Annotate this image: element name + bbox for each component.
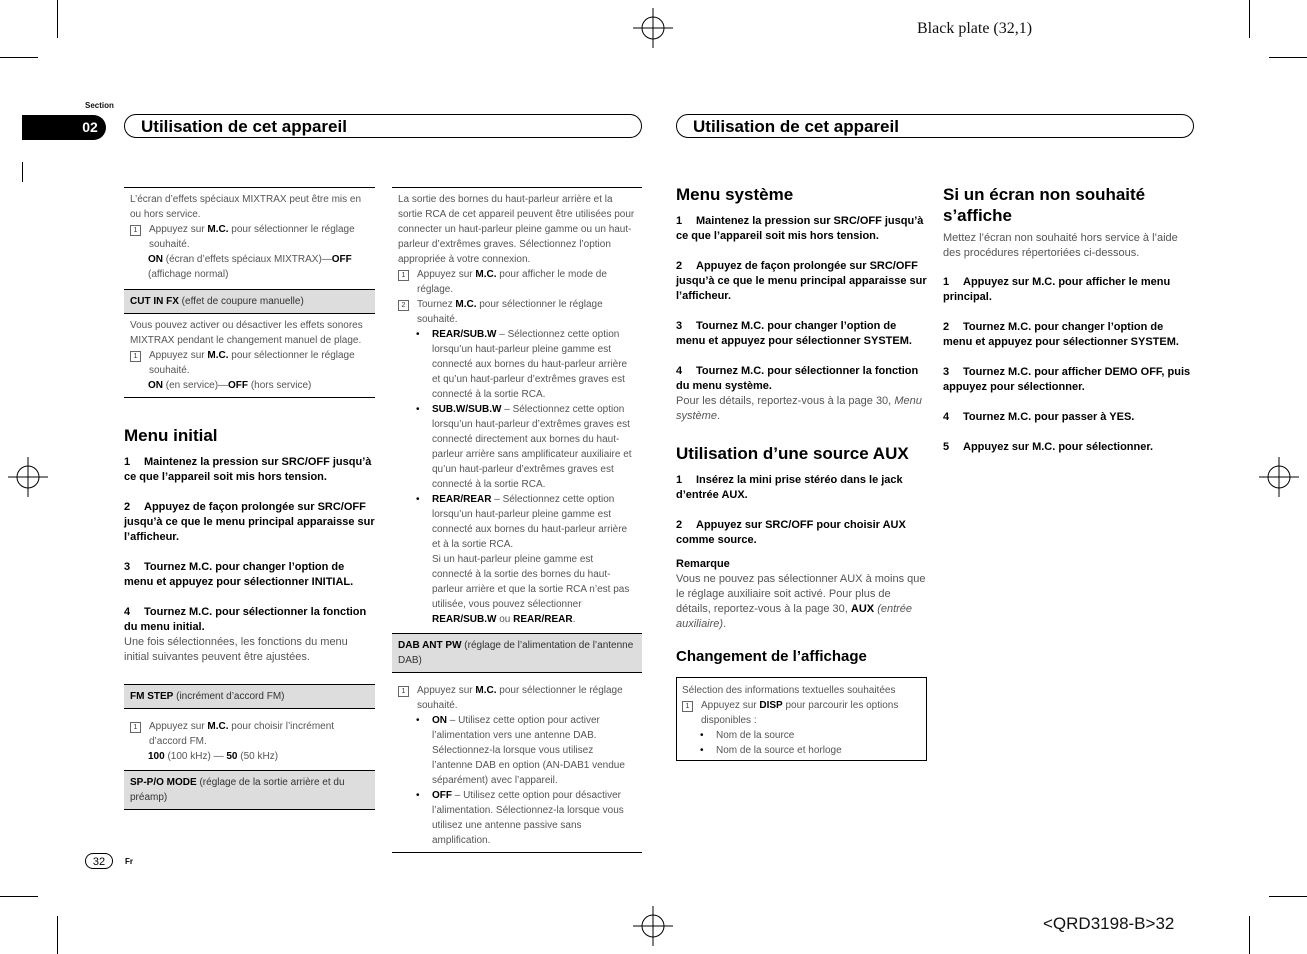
display-option xyxy=(700,743,921,758)
step-number: 3 xyxy=(943,366,950,378)
menu-systeme-step xyxy=(676,214,927,244)
step-number-icon: 1 xyxy=(398,270,409,281)
step-text: Appuyez sur SRC/OFF pour choisir AUX comme source. xyxy=(676,519,906,546)
menu-initial-step xyxy=(124,560,375,590)
key-label: M.C. xyxy=(475,269,497,280)
remark-body: Vous ne pouvez pas sélectionner AUX à moins que le réglage auxiliaire soit activé. Pour plus de détails, reportez-vous à la page 30, AUX (entrée auxiliaire). xyxy=(676,573,926,630)
setting-title: DAB ANT PW xyxy=(398,640,462,651)
section-number-badge xyxy=(22,115,106,140)
step-text: Appuyez sur M.C. pour afficher le menu principal. xyxy=(943,276,1171,303)
display-step xyxy=(682,698,921,728)
fmstep-cell xyxy=(124,709,375,770)
ecran-step xyxy=(943,440,1195,455)
remark-text: Vous ne pouvez pas sélectionner AUX à moins que le réglage auxiliaire soit activé. Pour plus de détails, reportez-vous à la page 30, xyxy=(676,573,926,615)
step-text: Tournez xyxy=(417,299,453,310)
step-number: 4 xyxy=(676,365,683,377)
option-key: SUB.W/SUB.W xyxy=(432,404,502,415)
option-text: Nom de la source et horloge xyxy=(716,745,842,756)
mixtrax-table xyxy=(124,187,375,398)
cutin-body: Vous pouvez activer ou désactiver les effets sonores MIXTRAX pendant le changement manuel de plage. xyxy=(130,320,363,346)
setting-desc: (incrément d’accord FM) xyxy=(176,691,285,702)
option-key: REAR/REAR xyxy=(432,494,492,505)
menu-initial-step xyxy=(124,455,375,485)
option-text: – Utilisez cette option pour activer l’alimentation vers une antenne DAB. Sélectionnez-la lorsque vous utilisez l’antenne DAB en option (AN-DAB1 vendue séparément) avec l’appareil. xyxy=(432,715,625,786)
step-text: pour choisir l’incrément d’accord FM. xyxy=(149,721,335,747)
step-text: Tournez M.C. pour passer à YES. xyxy=(963,411,1135,423)
fmstep-values xyxy=(148,749,369,764)
menu-systeme-step xyxy=(676,364,927,394)
column-3 xyxy=(676,184,927,667)
step-text: Tournez M.C. pour changer l’option de menu et appuyez pour sélectionner SYSTEM. xyxy=(943,321,1179,348)
step-text: pour sélectionner le réglage souhaité. xyxy=(417,685,623,711)
column-1 xyxy=(124,187,375,810)
aux-title: Utilisation d’une source AUX xyxy=(676,444,909,463)
cutin-step xyxy=(130,348,369,378)
spp-option xyxy=(416,402,636,492)
step-text: pour sélectionner le réglage souhaité. xyxy=(417,299,603,325)
mixtrax-cell xyxy=(124,188,375,286)
step-text: Tournez M.C. pour changer l’option de menu et appuyez pour sélectionner INITIAL. xyxy=(124,561,354,588)
setting-title: FM STEP xyxy=(130,691,174,702)
step-text: Appuyez sur xyxy=(701,700,757,711)
key-label: DISP xyxy=(759,700,783,711)
section-banner-left: Utilisation de cet appareil xyxy=(124,114,642,138)
key-label: M.C. xyxy=(455,299,477,310)
cutin-cell xyxy=(124,314,375,398)
step-number: 1 xyxy=(676,215,683,227)
menu-systeme-note: Pour les détails, reportez-vous à la page 30, Menu système. xyxy=(676,395,922,422)
setting-desc: (effet de coupure manuelle) xyxy=(181,296,304,307)
step-text: Appuyez sur xyxy=(417,685,473,696)
column-2 xyxy=(392,187,642,853)
spp-option: • REAR/REAR – Sélectionnez cette option lorsqu’un haut-parleur pleine gamme est connecté aux bornes du haut-parleur arrière et à la sortie RCA. Si un haut-parleur pleine gamme est connecté à la sortie des bornes du haut-parleur arrière et que la sortie RCA n’est pas utilisée, vous pouvez sélectionner REAR/SUB.W ou REAR/REAR. xyxy=(416,494,630,625)
step-text: Appuyez sur xyxy=(149,224,205,235)
step-number-icon: 2 xyxy=(398,300,409,311)
step-text: Tournez M.C. pour afficher DEMO OFF, puis appuyez pour sélectionner. xyxy=(943,366,1191,393)
step-text: Appuyez sur xyxy=(417,269,473,280)
step-text: pour sélectionner le réglage souhaité. xyxy=(149,350,355,376)
step-text: Tournez M.C. pour sélectionner la fonction du menu système. xyxy=(676,365,919,392)
step-text: Tournez M.C. pour sélectionner la fonction du menu initial. xyxy=(124,606,367,633)
fmstep-step xyxy=(130,719,369,749)
bullet-icon: • xyxy=(700,745,704,756)
note-text: Pour les détails, reportez-vous à la page 30, xyxy=(676,395,892,407)
option-key: REAR/SUB.W xyxy=(432,329,497,340)
value-desc: (écran d’effets spéciaux MIXTRAX)— xyxy=(165,254,332,265)
cutin-values xyxy=(148,378,369,393)
dab-option xyxy=(416,788,636,848)
bullet-icon: • xyxy=(416,494,420,505)
crop-mark xyxy=(57,916,58,954)
column-4 xyxy=(943,184,1195,455)
page-number: 32 xyxy=(85,853,113,869)
key-label: AUX xyxy=(850,603,875,615)
step-number: 5 xyxy=(943,441,950,453)
step-text: pour parcourir les options disponibles : xyxy=(701,700,899,726)
value-desc: (100 kHz) — xyxy=(167,751,224,762)
bullet-icon: • xyxy=(700,730,704,741)
crop-mark xyxy=(57,0,58,38)
menu-initial-step xyxy=(124,500,375,545)
cutin-heading xyxy=(124,289,375,314)
crop-mark xyxy=(22,162,23,182)
crop-mark xyxy=(1269,57,1307,58)
spp-cell xyxy=(392,188,642,631)
value-off: OFF xyxy=(331,254,352,265)
bullet-icon: • xyxy=(416,715,420,726)
value-desc: (50 kHz) xyxy=(240,751,279,762)
option-note: ou xyxy=(499,614,511,625)
dab-heading xyxy=(392,633,642,673)
bullet-icon: • xyxy=(416,790,420,801)
step-number: 2 xyxy=(676,260,683,272)
section-label: Section xyxy=(85,101,114,110)
setting-title: CUT IN FX xyxy=(130,296,179,307)
key-label: M.C. xyxy=(207,721,229,732)
dab-option xyxy=(416,713,636,788)
step-number: 2 xyxy=(676,519,683,531)
spp-step-2 xyxy=(398,297,636,327)
step-text: Tournez M.C. pour changer l’option de menu et appuyez pour sélectionner SYSTEM. xyxy=(676,320,912,347)
step-number: 2 xyxy=(943,321,950,333)
option-text: – Sélectionnez cette option lorsqu’un haut-parleur d’extrêmes graves est connecté directement aux bornes du haut-parleur arrière sans amplificateur auxiliaire et qu’un haut-parleur d’extrêmes graves est connecté à la sortie RCA. xyxy=(432,404,632,490)
registration-mark-icon xyxy=(1259,457,1299,497)
menu-initial-body: Une fois sélectionnées, les fonctions du menu initial suivantes peuvent être ajustées. xyxy=(124,636,348,663)
step-number-icon: 1 xyxy=(682,701,693,712)
spp-table xyxy=(392,187,642,853)
step-number: 1 xyxy=(943,276,950,288)
step-number: 1 xyxy=(124,456,131,468)
key-label: M.C. xyxy=(475,685,497,696)
spp-option xyxy=(416,327,636,402)
step-text: pour sélectionner le réglage souhaité. xyxy=(149,224,355,250)
dab-step xyxy=(398,683,636,713)
option-key: ON xyxy=(432,715,447,726)
step-number: 2 xyxy=(124,501,131,513)
aux-step xyxy=(676,473,927,503)
step-number-icon: 1 xyxy=(130,722,141,733)
setting-title: SP-P/O MODE xyxy=(130,777,197,788)
ecran-step xyxy=(943,410,1195,425)
ecran-step xyxy=(943,320,1195,350)
value-desc: (hors service) xyxy=(250,380,312,391)
display-info-box xyxy=(676,677,927,761)
option-key: REAR/REAR xyxy=(513,614,573,625)
menu-initial-title: Menu initial xyxy=(124,426,218,445)
setting-desc: (réglage de la sortie arrière et du préamp) xyxy=(130,777,345,803)
step-number: 4 xyxy=(943,411,950,423)
display-option xyxy=(700,728,921,743)
fmstep-heading xyxy=(124,684,375,709)
step-text: Appuyez sur M.C. pour sélectionner. xyxy=(963,441,1154,453)
menu-systeme-step xyxy=(676,319,927,349)
step-text: Appuyez de façon prolongée sur SRC/OFF jusqu’à ce que le menu principal apparaisse sur l’afficheur. xyxy=(676,260,927,302)
value-desc: (en service)— xyxy=(165,380,229,391)
step-text: pour afficher le mode de réglage. xyxy=(417,269,607,295)
value-on: ON xyxy=(148,254,163,265)
step-number: 3 xyxy=(676,320,683,332)
menu-initial-step xyxy=(124,605,375,635)
ecran-step xyxy=(943,365,1195,395)
option-text: – Sélectionnez cette option lorsqu’un haut-parleur pleine gamme est connecté aux bornes du haut-parleur arrière et qu’un haut-parleur d’extrêmes graves est connecté à la sortie RCA. xyxy=(432,329,628,400)
key-label: M.C. xyxy=(207,350,229,361)
setting-desc: (réglage de l’alimentation de l’antenne DAB) xyxy=(398,640,634,666)
value-on: ON xyxy=(148,380,163,391)
note-ref: Menu système xyxy=(676,395,922,422)
aux-step xyxy=(676,518,927,548)
value-off: OFF xyxy=(228,380,249,391)
crop-mark xyxy=(0,57,38,58)
crop-mark xyxy=(1249,0,1250,38)
option-text: – Utilisez cette option pour désactiver l’alimentation. Sélectionnez-la lorsque vous utilisez une antenne passive sans amplification. xyxy=(432,790,624,846)
step-number: 4 xyxy=(124,606,131,618)
crop-mark xyxy=(0,896,38,897)
registration-mark-icon xyxy=(633,8,673,48)
value-100: 100 xyxy=(148,751,165,762)
step-text: Appuyez sur xyxy=(149,721,205,732)
step-number: 3 xyxy=(124,561,131,573)
option-key: OFF xyxy=(432,790,452,801)
value-desc: (affichage normal) xyxy=(148,269,229,280)
remark-ref: (entrée auxiliaire) xyxy=(676,603,913,630)
dab-cell xyxy=(392,673,642,853)
ecran-non-souhaite-title: Si un écran non souhaité s’affiche xyxy=(943,185,1146,225)
step-text: Appuyez de façon prolongée sur SRC/OFF jusqu’à ce que le menu principal apparaisse sur l’afficheur. xyxy=(124,501,375,543)
value-50: 50 xyxy=(226,751,238,762)
mixtrax-step xyxy=(130,222,369,252)
ecran-non-souhaite-intro: Mettez l’écran non souhaité hors service à l’aide des procédures répertoriées ci-dessous. xyxy=(943,232,1178,259)
step-number-icon: 1 xyxy=(130,351,141,362)
document-code: <QRD3198-B>32 xyxy=(1043,914,1175,933)
bullet-icon: • xyxy=(416,404,420,415)
option-text: – Sélectionnez cette option lorsqu’un haut-parleur pleine gamme est connecté aux bornes du haut-parleur arrière et à la sortie RCA. xyxy=(432,494,628,550)
step-text: Insérez la mini prise stéréo dans le jack d’entrée AUX. xyxy=(676,474,903,501)
option-text: Nom de la source xyxy=(716,730,795,741)
step-text: Appuyez sur xyxy=(149,350,205,361)
mixtrax-values xyxy=(148,252,369,282)
section-number: 02 xyxy=(82,119,98,135)
changement-affichage-title: Changement de l’affichage xyxy=(676,648,867,665)
spp-step-1 xyxy=(398,267,636,297)
registration-mark-icon xyxy=(633,906,673,946)
plate-label: Black plate (32,1) xyxy=(917,20,1033,37)
crop-mark xyxy=(1269,896,1307,897)
option-key: REAR/SUB.W xyxy=(432,614,497,625)
step-number-icon: 1 xyxy=(130,225,141,236)
language-label: Fr xyxy=(125,857,133,866)
menu-systeme-step xyxy=(676,259,927,304)
ecran-step xyxy=(943,275,1195,305)
section-banner-right: Utilisation de cet appareil xyxy=(676,114,1194,138)
registration-mark-icon xyxy=(8,457,48,497)
option-note: Si un haut-parleur pleine gamme est connecté à la sortie des bornes du haut-parleur arrière et que la sortie RCA n’est pas utilisée, vous pouvez sélectionner xyxy=(432,554,630,610)
spp-intro: La sortie des bornes du haut-parleur arrière et la sortie RCA de cet appareil peuvent être utilisées pour connecter un haut-parleur pleine gamme ou un haut-parleur d’extrêmes graves. Sélectionnez l’option appropriée à votre connexion. xyxy=(398,194,635,265)
menu-systeme-title: Menu système xyxy=(676,185,794,204)
key-label: M.C. xyxy=(207,224,229,235)
display-box-title: Sélection des informations textuelles souhaitées xyxy=(682,685,896,696)
crop-mark xyxy=(1249,916,1250,954)
remark-title: Remarque xyxy=(676,558,730,570)
step-number-icon: 1 xyxy=(398,686,409,697)
spp-heading xyxy=(124,770,375,810)
mixtrax-intro: L’écran d’effets spéciaux MIXTRAX peut être mis en ou hors service. xyxy=(130,194,362,220)
step-number: 1 xyxy=(676,474,683,486)
step-text: Maintenez la pression sur SRC/OFF jusqu’à ce que l’appareil soit mis hors tension. xyxy=(124,456,372,483)
step-text: Maintenez la pression sur SRC/OFF jusqu’à ce que l’appareil soit mis hors tension. xyxy=(676,215,924,242)
bullet-icon: • xyxy=(416,329,420,340)
